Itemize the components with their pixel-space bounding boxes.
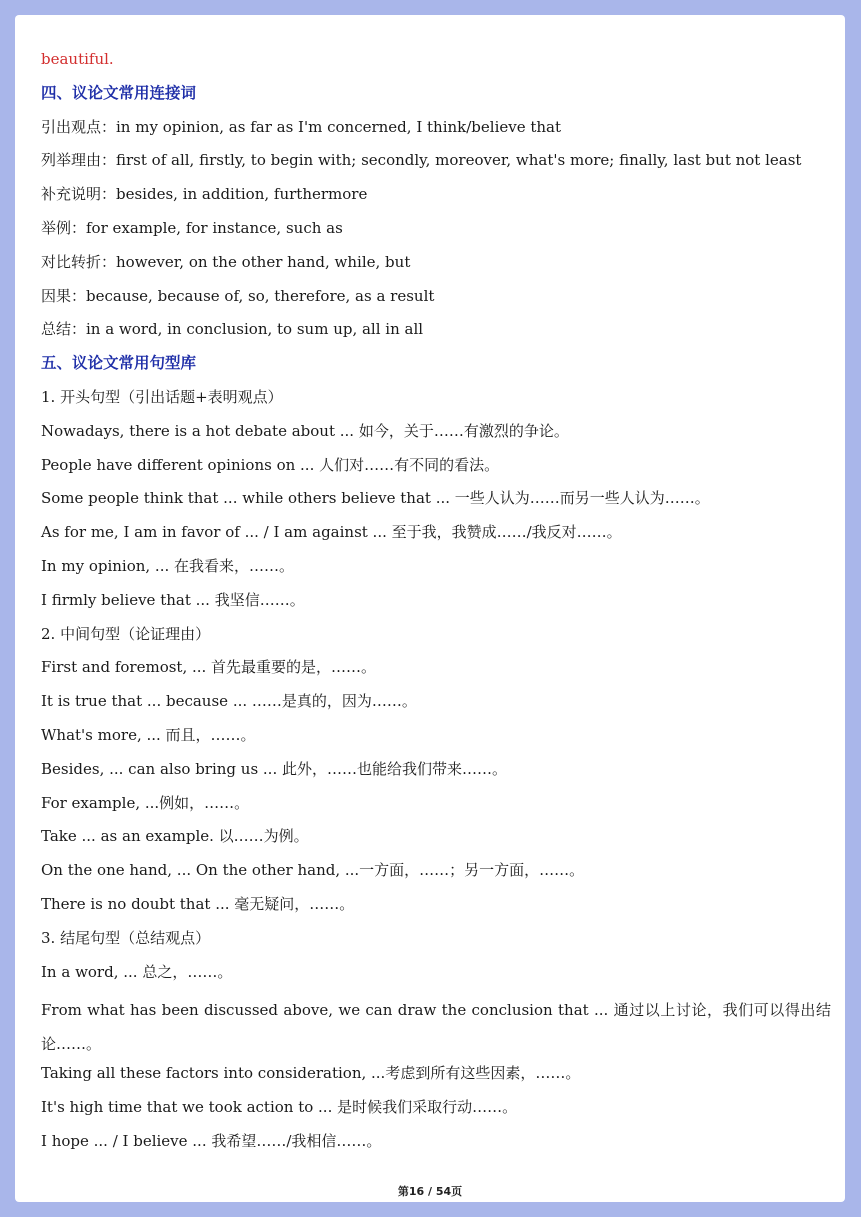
section-4-heading: 四、议论文常用连接词: [41, 83, 197, 102]
closing-sentence: I hope ... / I believe ... 我希望……/我相信……。: [41, 1131, 382, 1150]
body-sentence: On the one hand, ... On the other hand, ...一方面，……；另一方面，……。: [41, 861, 585, 880]
page-number: 第16 / 54页: [397, 1185, 463, 1198]
closing-sentence: From what has been discussed above, we can draw the conclusion that ... 通过以上讨论，我们可以得出结论……。: [41, 1001, 831, 1054]
opening-sentence: People have different opinions on ... 人们对……有不同的看法。: [41, 455, 500, 474]
section-4-line: 总结：in a word, in conclusion, to sum up, all in all: [41, 320, 424, 339]
document-content: [41, 48, 831, 1163]
closing-sentence: Taking all these factors into consideration, ...考虑到所有这些因素，……。: [41, 1063, 581, 1082]
intro-word: beautiful.: [41, 50, 114, 68]
document-page: [15, 15, 845, 1202]
section-4-line: 因果：because, because of, so, therefore, as a result: [41, 286, 435, 305]
subsection-1-title: 1. 开头句型（引出话题+表明观点）: [41, 387, 283, 406]
opening-sentence: I firmly believe that ... 我坚信……。: [41, 590, 305, 609]
closing-sentence: It's high time that we took action to ... 是时候我们采取行动……。: [41, 1097, 518, 1116]
closing-sentence: In a word, ... 总之，……。: [41, 962, 233, 981]
section-4-line: 补充说明：besides, in addition, furthermore: [41, 185, 368, 204]
section-4-line: 对比转折：however, on the other hand, while, but: [41, 252, 411, 271]
body-sentence: There is no doubt that ... 毫无疑问，……。: [41, 894, 355, 913]
opening-sentence: As for me, I am in favor of ... / I am against ... 至于我，我赞成……/我反对……。: [41, 523, 622, 542]
section-4-line: 举例：for example, for instance, such as: [41, 218, 343, 237]
body-sentence: First and foremost, ... 首先最重要的是，……。: [41, 658, 377, 677]
opening-sentence: Some people think that ... while others believe that ... 一些人认为……而另一些人认为……。: [41, 489, 710, 508]
subsection-3-title: 3. 结尾句型（总结观点）: [41, 928, 211, 947]
body-sentence: Take ... as an example. 以……为例。: [41, 827, 309, 846]
section-4-line: 列举理由：first of all, firstly, to begin with; secondly, moreover, what's more; finally, last but not least: [41, 151, 802, 170]
body-sentence: What's more, ... 而且，……。: [41, 725, 256, 744]
body-sentence: Besides, ... can also bring us ... 此外，……也能给我们带来……。: [41, 759, 507, 778]
opening-sentence: In my opinion, ... 在我看来，……。: [41, 556, 295, 575]
body-sentence: It is true that ... because ... ……是真的，因为……。: [41, 692, 417, 711]
section-4-line: 引出观点：in my opinion, as far as I'm concerned, I think/believe that: [41, 117, 562, 136]
section-5-heading: 五、议论文常用句型库: [41, 354, 197, 373]
subsection-2-title: 2. 中间句型（论证理由）: [41, 624, 211, 643]
body-sentence: For example, ...例如，……。: [41, 793, 250, 812]
opening-sentence: Nowadays, there is a hot debate about ... 如今，关于……有激烈的争论。: [41, 421, 569, 440]
